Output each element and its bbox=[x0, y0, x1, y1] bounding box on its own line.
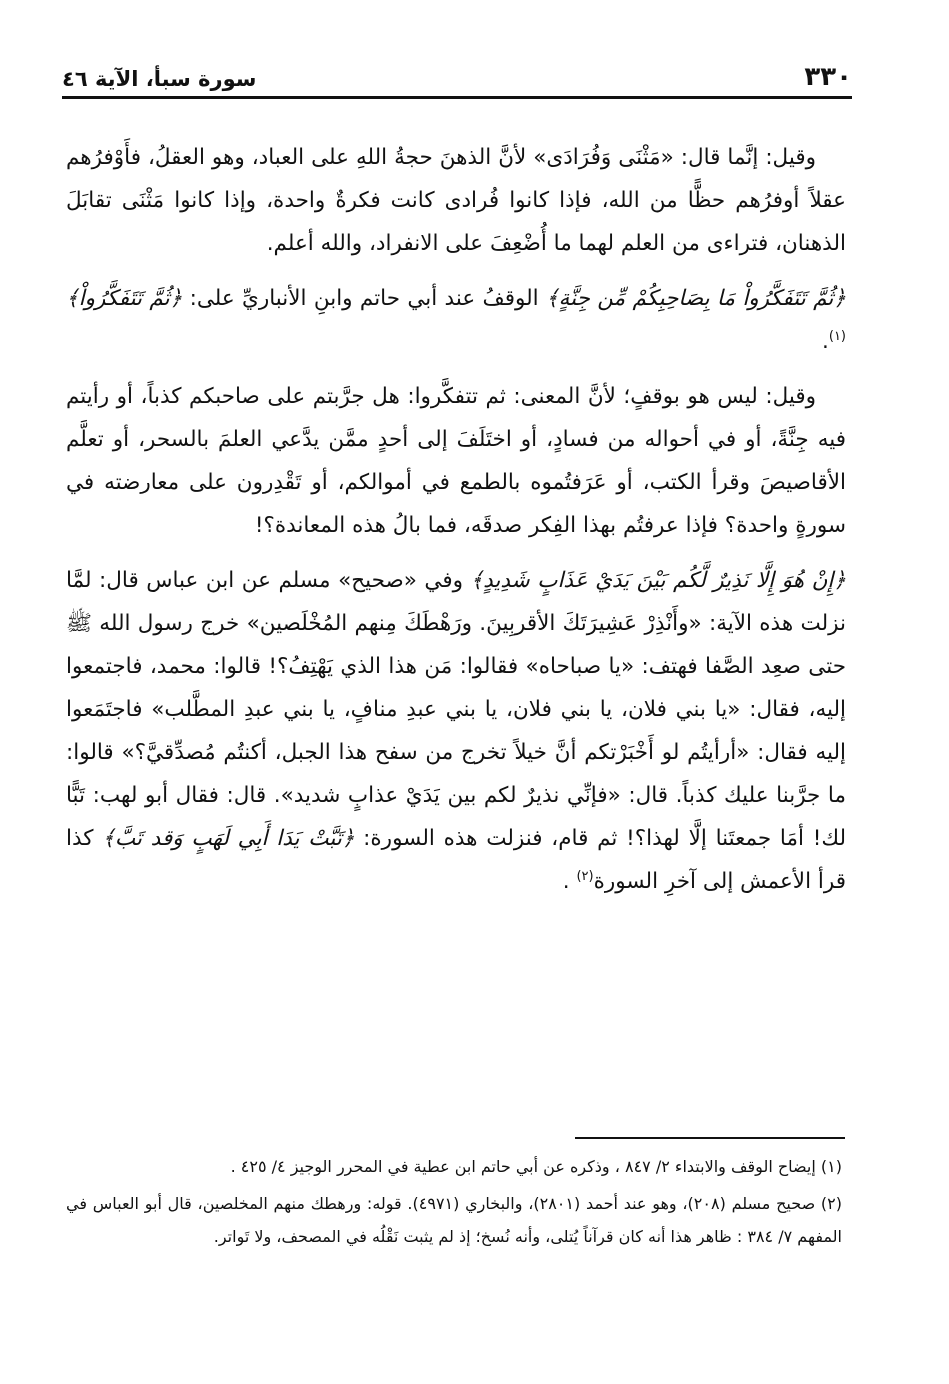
paragraph bbox=[66, 136, 846, 265]
page-header bbox=[62, 62, 852, 99]
footnote-divider bbox=[575, 1137, 845, 1139]
paragraph-text: وقيل: ليس هو بوقفٍ؛ لأنَّ المعنى: ثم تتفكَّروا: هل جرَّبتم على صاحبكم كذباً، أو رأيتم فيه جِنَّةً، أو في أحواله من فسادٍ، أو اختَلَفَ إلى أحدٍ ممَّن يدَّعي العلمَ بالسحر، أو تعلَّم الأقاصيصَ وقرأ الكتب، أو عَرَفتُموه بالطمع في أموالكم، أو تَقْدِرون على معارضته في سورةٍ واحدة؟ فإذا عرفتُم بهذا الفِكر صدقَه، فما بالُ هذه المعاندة؟! bbox=[66, 384, 846, 538]
quran-verse: ﴿تَبَّتْ يَدَا أَبِي لَهَبٍ وَقد تَبَّ﴾ bbox=[102, 826, 355, 851]
main-text bbox=[66, 136, 846, 915]
paragraph bbox=[66, 559, 846, 903]
paragraph bbox=[66, 375, 846, 547]
footnote: (٢) صحيح مسلم (٢٠٨)، وهو عند أحمد (٢٨٠١)، والبخاري (٤٩٧١). قوله: ورهطك منهم المخلصين، قال أبو العباس في المفهم ٧/ ٣٨٤ : ظاهر هذا أنه كان قرآناً يُتلى، وأنه نُسخ؛ إذ لم يثبت نَقْلُه في المصحف، ولا تَواتر. bbox=[66, 1194, 842, 1246]
paragraph-text: كذا قرأ الأعمش إلى آخرِ السورة bbox=[66, 826, 846, 894]
paragraph-text: وفي «صحيح» مسلم عن ابن عباس قال: لمَّا نزلت هذه الآية: «وأَنْذِرْ عَشِيرَتَكَ الأقربِينَ. ورَهْطَكَ مِنهم المُخْلَصين» خرج رسول الله ﷺ حتى صعِد الصَّفا فهتف: «يا صباحاه» فقالوا: مَن هذا الذي يَهْتِفُ؟! قالوا: محمد، فاجتمعوا إليه، فقال: «يا بني فلان، يا بني فلان، يا بني عبدِ منافٍ، يا بني عبدِ المطَّلب» فاجتَمَعوا إليه فقال: «أرأيتُم لو أَخْبَرْتكم أنَّ خيلاً تخرج من سفح هذا الجبل، أكنتُم مُصدِّقيَّ؟» قالوا: ما جرَّبنا عليك كذباً. قال: «فإنِّي نذيرٌ لكم بين يَدَيْ عذابٍ شديد». قال: فقال أبو لهب: تَبًّا لك! أمَا جمعتَنا إلَّا لهذا؟! ثم قام، فنزلت هذه السورة: bbox=[66, 568, 846, 851]
running-head: سورة سبأ، الآية ٤٦ bbox=[62, 67, 257, 91]
footnote: (١) إيضاح الوقف والابتداء ٢/ ٨٤٧ ، وذكره عن أبي حاتم ابن عطية في المحرر الوجيز ٤/ ٤٢٥ . bbox=[230, 1157, 842, 1176]
paragraph-text: الوقفُ عند أبي حاتم وابنِ الأنباريِّ على: bbox=[182, 286, 546, 311]
paragraph-text: وقيل: إنَّما قال: «مَثْنَى وَفُرَادَى» لأنَّ الذهنَ حجةُ اللهِ على العباد، وهو العقلُ، فأَوْفرُهم عقلاً أوفرُهم حظًّا من الله، فإذا كانوا فُرادى كانت فكرةٌ واحدة، وإذا كانوا مَثْنَى تقابَلَ الذهنان، فتراءى من العلم لهما ما أُضْعِفَ على الانفراد، والله أعلم. bbox=[66, 145, 846, 256]
footnote-ref[interactable]: (١) bbox=[828, 328, 846, 344]
paragraph bbox=[66, 277, 846, 363]
paragraph-end: . bbox=[562, 869, 577, 894]
paragraph-end: . bbox=[822, 329, 829, 354]
page-number: ٣٣٠ bbox=[804, 62, 852, 92]
quran-verse: ﴿ثُمَّ تَتَفَكَّرُواْ مَا بِصَاحِبِكُمْ مِّن جِنَّةٍ﴾ bbox=[546, 286, 846, 311]
footnotes bbox=[66, 1150, 842, 1257]
quran-verse: ﴿ثُمَّ تَتَفَكَّرُواْ﴾ bbox=[66, 286, 183, 311]
footnote-ref[interactable]: (٢) bbox=[576, 868, 594, 884]
quran-verse: ﴿إِنْ هُوَ إِلَّا نَذِيرٌ لَّكُم بَيْنَ يَدَيْ عَذَابٍ شَدِيدٍ﴾ bbox=[470, 568, 847, 593]
